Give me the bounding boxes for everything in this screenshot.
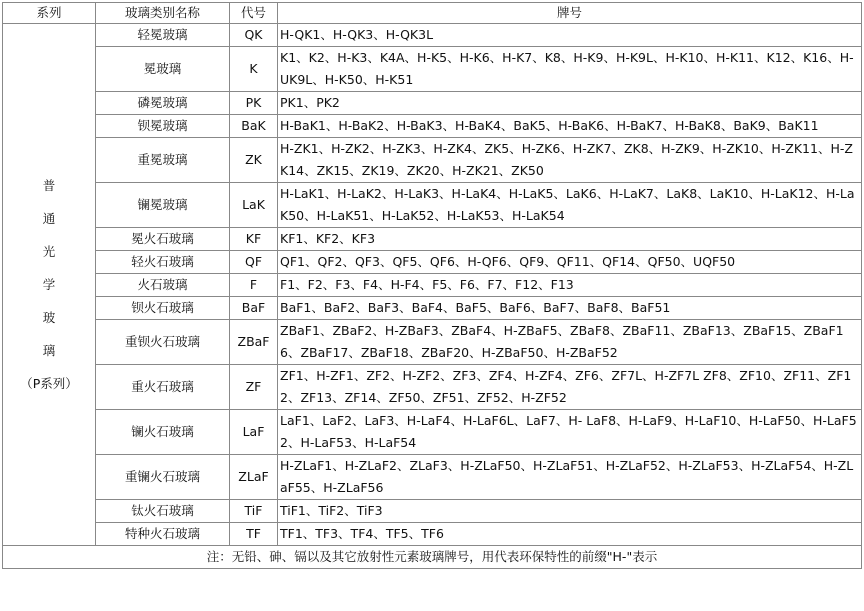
category-cell: 轻火石玻璃 xyxy=(96,251,230,274)
table-row xyxy=(3,92,862,115)
category-cell: 重钡火石玻璃 xyxy=(96,320,230,365)
glass-grade-table xyxy=(2,2,862,569)
brands-cell: TF1、TF3、TF4、TF5、TF6 xyxy=(278,523,862,546)
brands-cell: H-LaK1、H-LaK2、H-LaK3、H-LaK4、H-LaK5、LaK6、H-LaK7、LaK8、LaK10、H-LaK12、H-LaK50、H-LaK51、H-LaK52、H-LaK53、H-LaK54 xyxy=(278,183,862,228)
brands-cell: ZF1、H-ZF1、ZF2、H-ZF2、ZF3、ZF4、H-ZF4、ZF6、ZF7L、H-ZF7L ZF8、ZF10、ZF11、ZF12、ZF13、ZF14、ZF50、ZF51、ZF52、H-ZF52 xyxy=(278,365,862,410)
series-char: 光 xyxy=(42,243,56,259)
brands-cell: PK1、PK2 xyxy=(278,92,862,115)
footnote: 注：无铅、砷、镉以及其它放射性元素玻璃牌号，用代表环保特性的前缀"H-"表示 xyxy=(3,546,862,569)
category-cell: 重镧火石玻璃 xyxy=(96,455,230,500)
brands-cell: BaF1、BaF2、BaF3、BaF4、BaF5、BaF6、BaF7、BaF8、BaF51 xyxy=(278,297,862,320)
header-code: 代号 xyxy=(230,3,278,24)
brands-cell: LaF1、LaF2、LaF3、H-LaF4、H-LaF6L、LaF7、H- LaF8、H-LaF9、H-LaF10、H-LaF50、H-LaF52、H-LaF53、H-LaF54 xyxy=(278,410,862,455)
table-row xyxy=(3,228,862,251)
table-row xyxy=(3,455,862,500)
brands-cell: H-BaK1、H-BaK2、H-BaK3、H-BaK4、BaK5、H-BaK6、H-BaK7、H-BaK8、BaK9、BaK11 xyxy=(278,115,862,138)
table-row xyxy=(3,138,862,183)
table-row xyxy=(3,500,862,523)
brands-cell: H-ZK1、H-ZK2、H-ZK3、H-ZK4、ZK5、H-ZK6、H-ZK7、ZK8、H-ZK9、H-ZK10、H-ZK11、H-ZK14、ZK15、ZK19、ZK20、H-ZK21、ZK50 xyxy=(278,138,862,183)
category-cell: 重火石玻璃 xyxy=(96,365,230,410)
code-cell: ZK xyxy=(230,138,278,183)
series-char: 学 xyxy=(42,276,56,292)
category-cell: 镧冕玻璃 xyxy=(96,183,230,228)
code-cell: F xyxy=(230,274,278,297)
header-series: 系列 xyxy=(3,3,96,24)
code-cell: BaF xyxy=(230,297,278,320)
code-cell: QK xyxy=(230,24,278,47)
table-row xyxy=(3,115,862,138)
header-category: 玻璃类别名称 xyxy=(96,3,230,24)
table-row xyxy=(3,410,862,455)
brands-cell: KF1、KF2、KF3 xyxy=(278,228,862,251)
table-row xyxy=(3,251,862,274)
note-row xyxy=(3,546,862,569)
brands-cell: QF1、QF2、QF3、QF5、QF6、H-QF6、QF9、QF11、QF14、QF50、UQF50 xyxy=(278,251,862,274)
category-cell: 钛火石玻璃 xyxy=(96,500,230,523)
code-cell: KF xyxy=(230,228,278,251)
series-char: （P系列） xyxy=(20,375,78,391)
code-cell: K xyxy=(230,47,278,92)
brands-cell: ZBaF1、ZBaF2、H-ZBaF3、ZBaF4、H-ZBaF5、ZBaF8、ZBaF11、ZBaF13、ZBaF15、ZBaF16、ZBaF17、ZBaF18、ZBaF20、H-ZBaF50、H-ZBaF52 xyxy=(278,320,862,365)
table-row xyxy=(3,523,862,546)
brands-cell: F1、F2、F3、F4、H-F4、F5、F6、F7、F12、F13 xyxy=(278,274,862,297)
table-header-row xyxy=(3,3,862,24)
code-cell: TF xyxy=(230,523,278,546)
brands-cell: K1、K2、H-K3、K4A、H-K5、H-K6、H-K7、K8、H-K9、H-K9L、H-K10、H-K11、K12、K16、H-UK9L、H-K50、H-K51 xyxy=(278,47,862,92)
category-cell: 钡火石玻璃 xyxy=(96,297,230,320)
brands-cell: TiF1、TiF2、TiF3 xyxy=(278,500,862,523)
category-cell: 特种火石玻璃 xyxy=(96,523,230,546)
code-cell: LaK xyxy=(230,183,278,228)
category-cell: 火石玻璃 xyxy=(96,274,230,297)
brands-cell: H-ZLaF1、H-ZLaF2、ZLaF3、H-ZLaF50、H-ZLaF51、H-ZLaF52、H-ZLaF53、H-ZLaF54、H-ZLaF55、H-ZLaF56 xyxy=(278,455,862,500)
table-row xyxy=(3,297,862,320)
series-char: 玻 xyxy=(42,309,56,325)
table-row xyxy=(3,24,862,47)
category-cell: 钡冕玻璃 xyxy=(96,115,230,138)
code-cell: ZF xyxy=(230,365,278,410)
category-cell: 磷冕玻璃 xyxy=(96,92,230,115)
brands-cell: H-QK1、H-QK3、H-QK3L xyxy=(278,24,862,47)
code-cell: LaF xyxy=(230,410,278,455)
code-cell: QF xyxy=(230,251,278,274)
series-char: 璃 xyxy=(42,342,56,358)
category-cell: 镧火石玻璃 xyxy=(96,410,230,455)
table-row xyxy=(3,274,862,297)
code-cell: PK xyxy=(230,92,278,115)
code-cell: ZLaF xyxy=(230,455,278,500)
category-cell: 轻冕玻璃 xyxy=(96,24,230,47)
category-cell: 冕玻璃 xyxy=(96,47,230,92)
table-row xyxy=(3,183,862,228)
table-row xyxy=(3,365,862,410)
series-char: 普 xyxy=(42,177,56,193)
series-cell xyxy=(3,24,96,546)
category-cell: 重冕玻璃 xyxy=(96,138,230,183)
table-row xyxy=(3,47,862,92)
table-row xyxy=(3,320,862,365)
code-cell: BaK xyxy=(230,115,278,138)
category-cell: 冕火石玻璃 xyxy=(96,228,230,251)
code-cell: ZBaF xyxy=(230,320,278,365)
header-brands: 牌号 xyxy=(278,3,862,24)
series-char: 通 xyxy=(42,210,56,226)
code-cell: TiF xyxy=(230,500,278,523)
